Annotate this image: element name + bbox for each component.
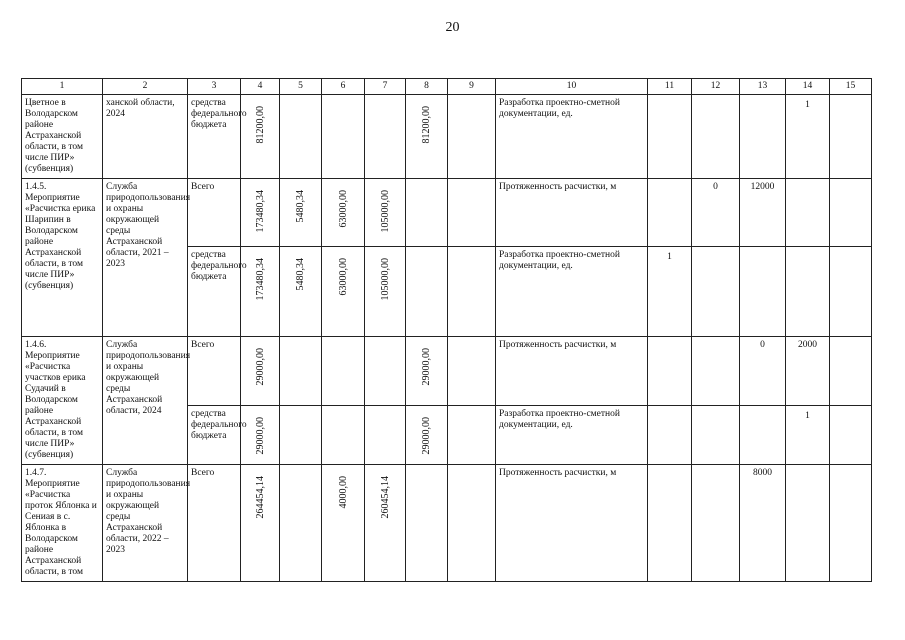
amount-cell xyxy=(448,406,496,465)
col-header: 12 xyxy=(692,79,740,95)
amount-cell xyxy=(365,465,406,582)
indicator-value-cell xyxy=(740,247,786,337)
indicator-value-cell xyxy=(648,95,692,179)
indicator-value-cell xyxy=(692,247,740,337)
amount-cell xyxy=(365,406,406,465)
indicator-value-cell xyxy=(692,337,740,406)
responsible-cell: ханской области, 2024 xyxy=(103,95,188,179)
amount-value: 5480,34 xyxy=(295,190,306,223)
funding-source-cell: средства федерального бюджета xyxy=(188,95,241,179)
indicator-value-cell xyxy=(830,337,872,406)
responsible-cell: Служба природопользования и охраны окружающей среды Астраханской области, 2022 – 2023 xyxy=(103,465,188,582)
funding-source-cell: Всего xyxy=(188,465,241,582)
amount-cell xyxy=(406,406,448,465)
col-header: 2 xyxy=(103,79,188,95)
amount-value: 81200,00 xyxy=(254,106,266,144)
table-row xyxy=(22,95,872,179)
amount-value: 5480,34 xyxy=(295,258,306,291)
col-header: 9 xyxy=(448,79,496,95)
amount-value: 29000,00 xyxy=(421,417,432,455)
indicator-value-cell xyxy=(830,465,872,582)
indicator-value-cell xyxy=(740,95,786,179)
amount-cell xyxy=(241,95,280,179)
responsible-cell: Служба природопользования и охраны окружающей среды Астраханской области, 2021 – 2023 xyxy=(103,179,188,337)
header-row xyxy=(22,79,872,95)
indicator-value-cell xyxy=(830,406,872,465)
amount-value: 29000,00 xyxy=(254,348,266,386)
amount-value: 105000,00 xyxy=(379,190,391,233)
amount-value: 29000,00 xyxy=(254,417,266,455)
amount-value: 260454,14 xyxy=(379,476,391,519)
table-row xyxy=(22,179,872,247)
indicator-value-cell xyxy=(830,179,872,247)
amount-cell xyxy=(448,337,496,406)
funding-source-cell: средства федерального бюджета xyxy=(188,406,241,465)
amount-value: 63000,00 xyxy=(337,258,349,296)
responsible-cell: Служба природопользования и охраны окружающей среды Астраханской области, 2024 xyxy=(103,337,188,465)
indicator-value-cell: 0 xyxy=(692,179,740,247)
program-table xyxy=(21,78,872,582)
indicator-value-cell xyxy=(648,465,692,582)
funding-source-cell: средства федерального бюджета xyxy=(188,247,241,337)
amount-cell xyxy=(241,179,280,247)
amount-cell xyxy=(365,337,406,406)
indicator-cell: Разработка проектно-сметной документации, ед. xyxy=(496,95,648,179)
amount-cell xyxy=(448,95,496,179)
amount-cell xyxy=(280,247,322,337)
amount-cell xyxy=(322,179,365,247)
indicator-value-cell xyxy=(830,95,872,179)
amount-cell xyxy=(280,406,322,465)
indicator-value-cell xyxy=(786,247,830,337)
amount-cell xyxy=(448,247,496,337)
indicator-value-cell xyxy=(786,179,830,247)
page-number: 20 xyxy=(445,20,460,35)
amount-cell xyxy=(365,247,406,337)
activity-cell: 1.4.7. Мероприятие «Расчистка проток Яблонка и Сениая в с. Яблонка в Володарском районе Астраханской области, в том xyxy=(22,465,103,582)
amount-cell xyxy=(322,465,365,582)
indicator-value-cell: 12000 xyxy=(740,179,786,247)
col-header: 15 xyxy=(830,79,872,95)
col-header: 3 xyxy=(188,79,241,95)
indicator-value-cell xyxy=(740,406,786,465)
indicator-cell: Разработка проектно-сметной документации, ед. xyxy=(496,247,648,337)
indicator-value-cell xyxy=(692,465,740,582)
indicator-value-cell xyxy=(648,337,692,406)
indicator-value-cell xyxy=(648,406,692,465)
col-header: 10 xyxy=(496,79,648,95)
col-header: 1 xyxy=(22,79,103,95)
amount-value: 173480,34 xyxy=(254,258,266,301)
indicator-value-cell: 1 xyxy=(786,95,830,179)
indicator-cell: Протяженность расчистки, м xyxy=(496,465,648,582)
amount-cell xyxy=(280,465,322,582)
amount-cell xyxy=(365,95,406,179)
amount-cell xyxy=(241,465,280,582)
activity-cell: Цветное в Володарском районе Астраханской области, в том числе ПИР» (субвенция) xyxy=(22,95,103,179)
activity-cell: 1.4.5. Мероприятие «Расчистка ерика Шарипин в Володарском районе Астраханской области, в том числе ПИР» (субвенция) xyxy=(22,179,103,337)
indicator-value-cell: 2000 xyxy=(786,337,830,406)
col-header: 8 xyxy=(406,79,448,95)
amount-cell xyxy=(241,337,280,406)
col-header: 11 xyxy=(648,79,692,95)
indicator-value-cell xyxy=(648,179,692,247)
indicator-value-cell xyxy=(830,247,872,337)
amount-value: 81200,00 xyxy=(421,106,432,144)
funding-source-cell: Всего xyxy=(188,179,241,247)
amount-cell xyxy=(406,95,448,179)
amount-value: 29000,00 xyxy=(421,348,432,386)
amount-value: 4000,00 xyxy=(337,476,349,509)
indicator-value-cell: 1 xyxy=(648,247,692,337)
amount-cell xyxy=(322,95,365,179)
indicator-value-cell: 8000 xyxy=(740,465,786,582)
col-header: 4 xyxy=(241,79,280,95)
indicator-value-cell xyxy=(692,406,740,465)
amount-value: 105000,00 xyxy=(379,258,391,301)
table-row xyxy=(22,337,872,406)
indicator-cell: Протяженность расчистки, м xyxy=(496,337,648,406)
col-header: 13 xyxy=(740,79,786,95)
amount-value: 173480,34 xyxy=(254,190,266,233)
amount-cell xyxy=(448,179,496,247)
col-header: 7 xyxy=(365,79,406,95)
col-header: 5 xyxy=(280,79,322,95)
amount-value: 264454,14 xyxy=(254,476,266,519)
activity-cell: 1.4.6. Мероприятие «Расчистка участков ерика Судачий в Володарском районе Астраханской области, в том числе ПИР» (субвенция) xyxy=(22,337,103,465)
amount-cell xyxy=(406,179,448,247)
amount-cell xyxy=(322,406,365,465)
funding-source-cell: Всего xyxy=(188,337,241,406)
indicator-cell: Разработка проектно-сметной документации, ед. xyxy=(496,406,648,465)
indicator-value-cell xyxy=(786,465,830,582)
amount-cell xyxy=(280,95,322,179)
amount-cell xyxy=(280,337,322,406)
indicator-cell: Протяженность расчистки, м xyxy=(496,179,648,247)
amount-cell xyxy=(448,465,496,582)
col-header: 14 xyxy=(786,79,830,95)
amount-cell xyxy=(406,337,448,406)
amount-cell xyxy=(241,247,280,337)
amount-cell xyxy=(406,247,448,337)
amount-cell xyxy=(241,406,280,465)
indicator-value-cell: 0 xyxy=(740,337,786,406)
amount-value: 63000,00 xyxy=(337,190,349,228)
amount-cell xyxy=(406,465,448,582)
amount-cell xyxy=(280,179,322,247)
amount-cell xyxy=(365,179,406,247)
table-row xyxy=(22,465,872,582)
col-header: 6 xyxy=(322,79,365,95)
indicator-value-cell xyxy=(692,95,740,179)
indicator-value-cell: 1 xyxy=(786,406,830,465)
amount-cell xyxy=(322,337,365,406)
amount-cell xyxy=(322,247,365,337)
